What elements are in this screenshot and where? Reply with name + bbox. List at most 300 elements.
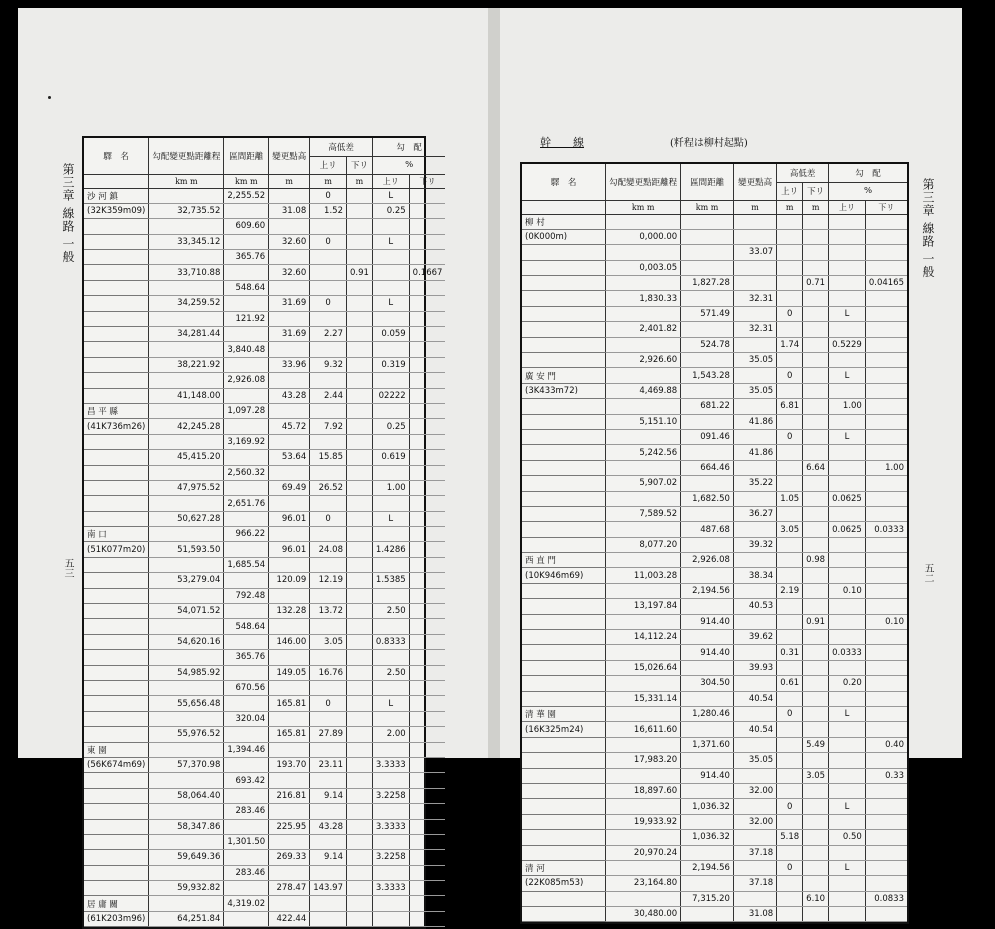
gradient-down-cell [409,727,445,742]
fall-cell [803,306,829,321]
rise-cell [777,814,803,829]
gradient-up-cell: L [372,188,409,203]
fall-cell [803,491,829,506]
station-name-cell: (32K359m09) [84,203,149,218]
table-row [522,737,907,752]
table-row [84,219,445,234]
rise-cell: 1.74 [777,337,803,352]
table-row [84,542,445,557]
fall-cell [803,260,829,275]
cumulative-distance-cell: 5,907.02 [606,476,681,491]
cumulative-distance-cell [149,403,224,418]
gradient-down-cell [409,234,445,249]
table-row [522,753,907,768]
table-row [84,511,445,526]
fall-cell [803,476,829,491]
interval-distance-cell: 914.40 [681,645,734,660]
cumulative-distance-cell: 20,970.24 [606,845,681,860]
fall-cell [346,727,372,742]
rise-cell [777,568,803,583]
elevation-cell [269,373,310,388]
gradient-down-cell [409,696,445,711]
gradient-up-cell: 0.25 [372,203,409,218]
elevation-cell: 53.64 [269,450,310,465]
gradient-up-cell [372,896,409,911]
gradient-up-cell: 0.50 [829,830,866,845]
rise-cell [310,496,347,511]
elevation-cell [269,342,310,357]
rise-cell: 3.05 [310,634,347,649]
gradient-down-cell [409,373,445,388]
table-row [522,907,907,922]
station-name-cell [522,260,606,275]
col-cumulative: 勾配變更點距離程 [149,138,224,174]
interval-distance-cell: 792.48 [224,588,269,603]
elevation-cell: 37.18 [733,876,776,891]
gradient-down-cell [865,583,907,598]
rise-cell [310,280,347,295]
fall-cell [346,881,372,896]
unit-cum: km m [606,200,681,214]
gradient-down-cell [409,188,445,203]
table-row [522,460,907,475]
rise-cell: 0 [777,368,803,383]
right-gradient-table [520,162,909,924]
elevation-cell [733,260,776,275]
fall-cell [346,327,372,342]
table-row [522,691,907,706]
fall-cell [803,568,829,583]
gradient-down-cell [865,476,907,491]
gradient-up-cell [829,814,866,829]
elevation-cell: 422.44 [269,911,310,926]
fall-cell [346,434,372,449]
gradient-down-cell [409,911,445,926]
table-row [84,804,445,819]
interval-distance-cell [224,573,269,588]
elevation-cell: 32.00 [733,783,776,798]
gradient-down-cell [865,830,907,845]
rise-cell: 9.32 [310,357,347,372]
cumulative-distance-cell: 51,593.50 [149,542,224,557]
table-row [84,650,445,665]
station-name-cell [84,681,149,696]
gradient-down-cell [409,434,445,449]
table-row [522,276,907,291]
table-row [522,445,907,460]
gradient-up-cell [829,722,866,737]
station-name-cell [84,819,149,834]
elevation-cell: 96.01 [269,542,310,557]
station-name-cell [84,850,149,865]
cumulative-distance-cell [606,306,681,321]
table-row [522,845,907,860]
gradient-up-cell [372,619,409,634]
col-hd-up: 上リ [310,156,347,174]
cumulative-distance-cell: 55,656.48 [149,696,224,711]
interval-distance-cell: 487.68 [681,522,734,537]
interval-distance-cell: 365.76 [224,650,269,665]
gradient-up-cell [372,219,409,234]
rise-cell [310,681,347,696]
interval-distance-cell [681,783,734,798]
elevation-cell [733,768,776,783]
station-name-cell [84,773,149,788]
station-name-cell [522,429,606,444]
gradient-down-cell [865,306,907,321]
table-row [522,814,907,829]
table-row [522,214,907,229]
cumulative-distance-cell: 53,279.04 [149,573,224,588]
gradient-up-cell [829,276,866,291]
rise-cell [777,907,803,922]
gradient-down-cell [409,280,445,295]
interval-distance-cell: 1,301.50 [224,834,269,849]
station-name-cell [522,630,606,645]
elevation-cell: 32.31 [733,291,776,306]
interval-distance-cell [224,357,269,372]
rise-cell [310,557,347,572]
fall-cell [346,419,372,434]
station-name-cell [84,619,149,634]
table-row [522,506,907,521]
rise-cell [310,527,347,542]
interval-distance-cell: 3,169.92 [224,434,269,449]
elevation-cell [733,522,776,537]
station-name-cell [84,696,149,711]
elevation-cell: 39.32 [733,537,776,552]
interval-distance-cell: 3,840.48 [224,342,269,357]
fall-cell [803,506,829,521]
interval-distance-cell: 2,194.56 [681,860,734,875]
gradient-up-cell: 3.3333 [372,819,409,834]
gradient-down-cell [865,783,907,798]
gradient-down-cell [409,665,445,680]
rise-cell [777,737,803,752]
cumulative-distance-cell: 7,589.52 [606,506,681,521]
cumulative-distance-cell [606,799,681,814]
table-row [84,911,445,926]
fall-cell [346,311,372,326]
elevation-cell: 216.81 [269,788,310,803]
gradient-up-cell: 0.8333 [372,634,409,649]
gradient-down-cell [865,353,907,368]
fall-cell: 0.91 [346,265,372,280]
station-name-cell [522,491,606,506]
interval-distance-cell: 670.56 [224,681,269,696]
elevation-cell: 35.05 [733,753,776,768]
gradient-down-cell [409,604,445,619]
table-row [84,757,445,772]
cumulative-distance-cell [149,619,224,634]
rise-cell [310,650,347,665]
cumulative-distance-cell: 42,245.28 [149,419,224,434]
elevation-cell [269,619,310,634]
table-row [84,819,445,834]
gradient-up-cell [829,568,866,583]
cumulative-distance-cell: 34,259.52 [149,296,224,311]
rise-cell: 6.81 [777,399,803,414]
station-name-cell [522,445,606,460]
rise-cell: 0 [777,306,803,321]
table-row [522,429,907,444]
fall-cell [803,445,829,460]
gradient-down-cell [409,357,445,372]
table-row [84,388,445,403]
elevation-cell: 33.07 [733,245,776,260]
gradient-up-cell [372,742,409,757]
rise-cell [310,896,347,911]
col-height-diff: 高低差 [777,164,829,182]
fall-cell [803,229,829,244]
fall-cell [346,342,372,357]
cumulative-distance-cell [149,557,224,572]
fall-cell [803,707,829,722]
elevation-cell: 165.81 [269,696,310,711]
station-name-cell [84,727,149,742]
left-gradient-table [82,136,443,929]
gradient-up-cell: 3.3333 [372,881,409,896]
interval-distance-cell: 571.49 [681,306,734,321]
station-name-cell: 清 華 園 [522,707,606,722]
station-name-cell: (41K736m26) [84,419,149,434]
elevation-cell: 32.31 [733,322,776,337]
table-row [84,311,445,326]
table-row [522,707,907,722]
margin-mark [48,96,51,99]
rise-cell [310,804,347,819]
interval-distance-cell: 1,036.32 [681,830,734,845]
interval-distance-cell [681,814,734,829]
table-row [84,634,445,649]
rise-cell [310,434,347,449]
station-name-cell [522,907,606,922]
gradient-down-cell [409,496,445,511]
elevation-cell: 33.96 [269,357,310,372]
elevation-cell: 45.72 [269,419,310,434]
gradient-down-cell: 0.0333 [865,522,907,537]
cumulative-distance-cell [149,188,224,203]
interval-distance-cell: 121.92 [224,311,269,326]
col-percent: % [829,182,907,200]
elevation-cell [733,645,776,660]
table-row [84,465,445,480]
interval-distance-cell: 693.42 [224,773,269,788]
gradient-down-cell [409,804,445,819]
cumulative-distance-cell: 50,627.28 [149,511,224,526]
fall-cell [346,480,372,495]
station-name-cell: (56K674m69) [84,757,149,772]
cumulative-distance-cell [606,645,681,660]
station-name-cell [522,245,606,260]
unit-up: m [777,200,803,214]
gradient-down-cell [865,368,907,383]
cumulative-distance-cell [149,465,224,480]
station-name-cell [522,583,606,598]
gradient-up-cell [829,214,866,229]
table-row [84,619,445,634]
col-elevation: 變更點高 [269,138,310,174]
interval-distance-cell: 1,543.28 [681,368,734,383]
table-row [84,604,445,619]
station-name-cell [522,691,606,706]
station-name-cell [522,460,606,475]
gradient-down-cell [865,506,907,521]
unit-interval: km m [224,174,269,188]
interval-distance-cell [224,542,269,557]
interval-distance-cell [224,634,269,649]
cumulative-distance-cell: 15,026.64 [606,660,681,675]
cumulative-distance-cell: 2,926.60 [606,353,681,368]
interval-distance-cell: 966.22 [224,527,269,542]
rise-cell [777,891,803,906]
fall-cell [803,860,829,875]
cumulative-distance-cell: 38,221.92 [149,357,224,372]
cumulative-distance-cell: 30,480.00 [606,907,681,922]
interval-distance-cell [224,604,269,619]
cumulative-distance-cell [606,522,681,537]
table-row [522,368,907,383]
station-name-cell [522,814,606,829]
station-name-cell [84,496,149,511]
fall-cell: 0.91 [803,614,829,629]
rise-cell: 2.19 [777,583,803,598]
table-row [522,537,907,552]
elevation-cell [269,403,310,418]
gradient-up-cell [829,460,866,475]
gradient-down-cell [409,527,445,542]
fall-cell [346,865,372,880]
rise-cell [310,342,347,357]
station-name-cell [84,296,149,311]
gradient-down-cell [865,876,907,891]
fall-cell [346,650,372,665]
cumulative-distance-cell [149,311,224,326]
station-name-cell [522,522,606,537]
fall-cell [346,896,372,911]
elevation-cell: 41.86 [733,414,776,429]
table-row [522,768,907,783]
station-name-cell [84,373,149,388]
gradient-up-cell [829,691,866,706]
rise-cell [310,373,347,388]
table-row [522,783,907,798]
elevation-cell: 38.34 [733,568,776,583]
gradient-up-cell [829,660,866,675]
interval-distance-cell [681,476,734,491]
col-gradient: 勾 配 [829,164,907,182]
interval-distance-cell [681,445,734,460]
elevation-cell: 149.05 [269,665,310,680]
rise-cell: 23.11 [310,757,347,772]
gradient-down-cell [409,634,445,649]
fall-cell [346,511,372,526]
fall-cell [346,296,372,311]
gradient-down-cell [865,322,907,337]
table-row [84,850,445,865]
interval-distance-cell: 1,827.28 [681,276,734,291]
rise-cell: 0.61 [777,676,803,691]
elevation-cell [269,188,310,203]
gradient-up-cell [372,588,409,603]
fall-cell [346,573,372,588]
interval-distance-cell [681,383,734,398]
rise-cell [310,742,347,757]
interval-distance-cell: 2,926.08 [224,373,269,388]
cumulative-distance-cell [149,742,224,757]
station-name-cell [84,573,149,588]
cumulative-distance-cell: 17,983.20 [606,753,681,768]
fall-cell: 6.64 [803,460,829,475]
interval-distance-cell: 1,682.50 [681,491,734,506]
rise-cell [777,353,803,368]
cumulative-distance-cell [606,860,681,875]
interval-distance-cell [681,245,734,260]
interval-distance-cell: 2,560.32 [224,465,269,480]
table-row [84,527,445,542]
gradient-down-cell [865,814,907,829]
gradient-down-cell [409,450,445,465]
fall-cell [346,250,372,265]
rise-cell: 27.89 [310,727,347,742]
gradient-down-cell [865,660,907,675]
cumulative-distance-cell: 11,003.28 [606,568,681,583]
gradient-up-cell [372,342,409,357]
cumulative-distance-cell [149,681,224,696]
gradient-up-cell [829,537,866,552]
rise-cell [777,322,803,337]
cumulative-distance-cell [606,429,681,444]
elevation-cell: 165.81 [269,727,310,742]
fall-cell [346,742,372,757]
fall-cell [346,496,372,511]
cumulative-distance-cell [149,834,224,849]
table-row [84,896,445,911]
rise-cell: 7.92 [310,419,347,434]
rise-cell [310,311,347,326]
interval-distance-cell [224,788,269,803]
unit-down: m [803,200,829,214]
gradient-up-cell [372,311,409,326]
gradient-down-cell [865,245,907,260]
table-row [522,414,907,429]
col-interval: 區間距離 [224,138,269,174]
table-row [522,260,907,275]
gradient-up-cell [829,229,866,244]
gradient-down-cell [865,645,907,660]
fall-cell [346,604,372,619]
cumulative-distance-cell: 58,347.86 [149,819,224,834]
elevation-cell: 40.53 [733,599,776,614]
fall-cell [803,599,829,614]
fall-cell [803,660,829,675]
table-row [84,573,445,588]
gradient-up-cell [372,373,409,388]
interval-distance-cell [224,696,269,711]
table-row [84,557,445,572]
col-gradient: 勾 配 [372,138,445,156]
interval-distance-cell: 548.64 [224,619,269,634]
gradient-up-cell [372,681,409,696]
fall-cell [803,691,829,706]
gradient-up-cell [829,260,866,275]
rise-cell [777,845,803,860]
rise-cell [777,291,803,306]
gradient-up-cell [372,773,409,788]
cumulative-distance-cell: 0,003.05 [606,260,681,275]
interval-distance-cell: 283.46 [224,804,269,819]
station-name-cell [84,650,149,665]
